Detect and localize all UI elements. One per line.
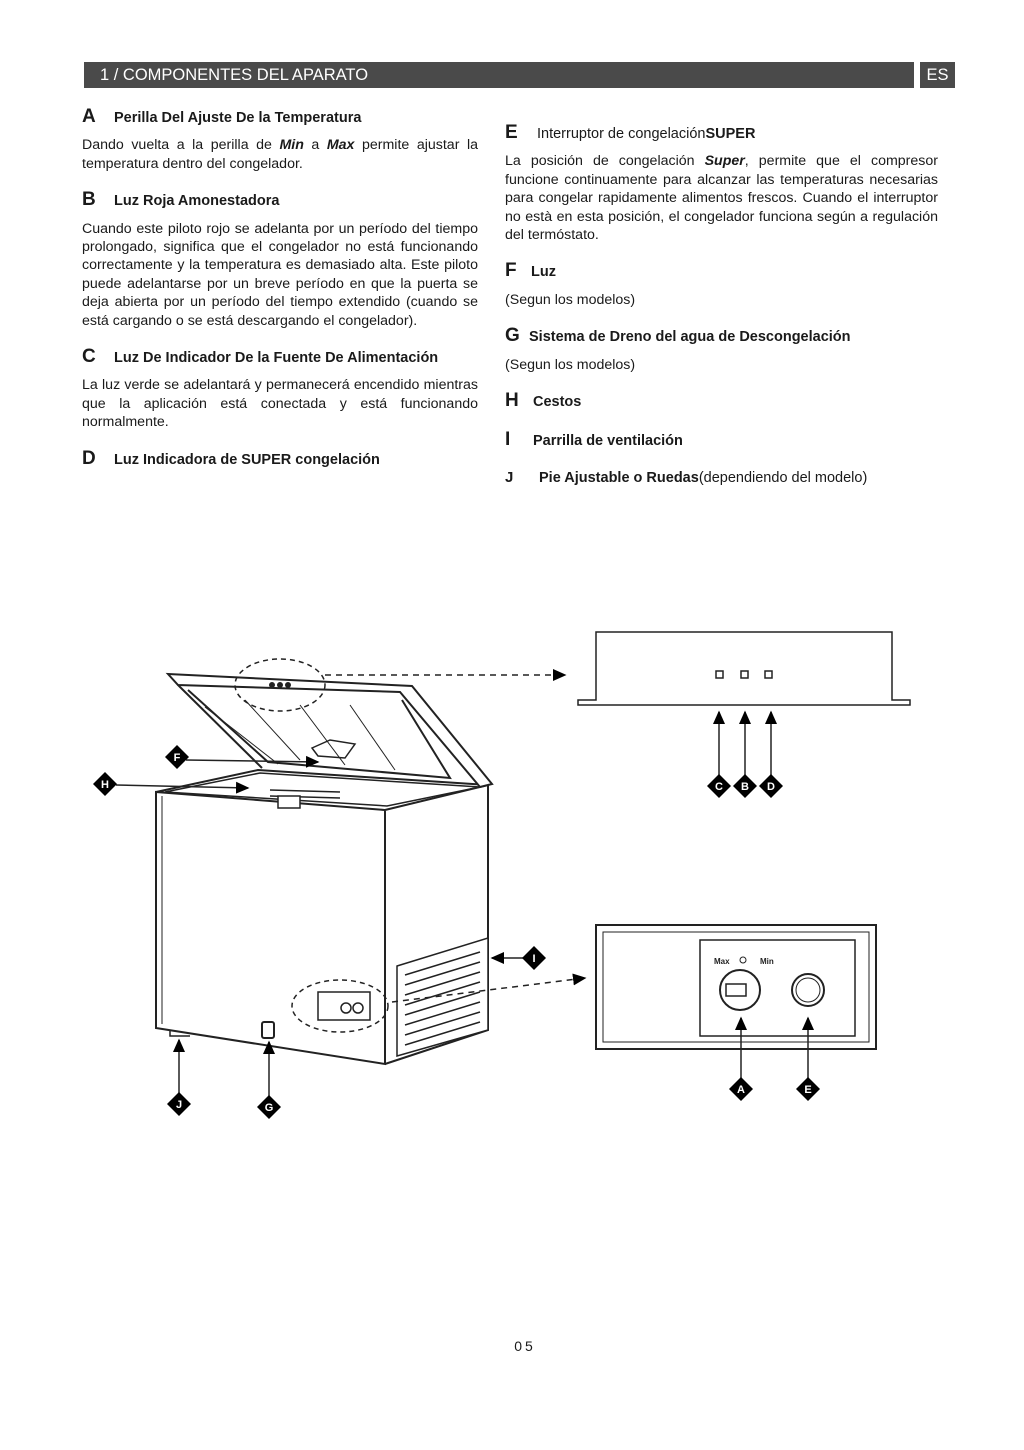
section-letter: C [82,346,96,368]
callout-d [759,774,783,798]
section-title: Luz De Indicador De la Fuente De Alimentación [114,350,439,367]
section-letter: H [505,390,519,412]
section-d [82,447,478,469]
section-body: (Segun los modelos) [505,291,636,308]
section-body: Cuando este piloto rojo se adelanta por un período del tiempo prolongado, significa que el congelador no está funcionando correctamente y la temperatura es demasiado alta. Este piloto puede adelantarse por un breve período en que la puerta se deja abierta por un período del tiempo extendido (cuando se está cargando o se está descargando el congelador). [82,220,478,329]
svg-text:J: J [175,1099,183,1111]
section-body: La luz verde se adelantará y permanecerá encendido mientras que la aplicación está conectada y está funcionando normalmente. [82,377,478,431]
svg-text:D: D [767,781,775,793]
section-b [82,191,478,330]
section-h [505,392,938,411]
section-c [82,348,478,432]
section-title: Luz [531,264,556,281]
right-column [505,124,938,487]
section-title-suffix: (dependiendo del modelo) [698,469,868,486]
section-header: 1 / COMPONENTES DEL APARATO [84,62,914,88]
svg-text:A: A [737,1084,745,1096]
control-panel-small [318,992,370,1020]
section-body: (Segun los modelos) [505,356,636,373]
section-letter: J [505,468,514,486]
section-j [505,469,938,487]
svg-text:B: B [741,781,749,793]
knob-max-label: Max [714,957,730,966]
section-letter: B [82,189,96,211]
callout-j [167,1092,191,1116]
callout-b [733,774,757,798]
callout-c [707,774,731,798]
section-title: Perilla Del Ajuste De la Temperatura [114,110,362,126]
knob-min-label: Min [760,957,774,966]
vent-grille [397,938,488,1056]
section-i [505,431,938,450]
section-letter: A [82,106,96,127]
svg-text:G: G [264,1102,274,1114]
svg-text:I: I [532,953,536,965]
section-title-bold: SUPER [705,126,756,142]
control-panel-detail [596,925,876,1049]
svg-text:H: H [101,779,109,791]
section-f [505,262,938,309]
section-title: Cestos [533,394,582,411]
language-badge: ES [920,62,955,88]
section-body: Dando vuelta a la perilla de Min a Max permite ajustar la temperatura dentro del congelador. [82,137,478,172]
section-title: Luz Roja Amonestadora [114,193,280,210]
callout-a [729,1077,753,1101]
svg-text:E: E [804,1084,812,1096]
svg-text:C: C [715,781,723,793]
section-g [505,327,938,374]
section-letter: I [505,429,511,451]
section-letter: F [505,260,517,282]
freezer-lid [168,674,492,787]
section-a [82,108,478,173]
freezer-diagram [0,580,1024,1140]
page-number: 05 [514,1338,536,1354]
arrow-f [186,760,318,762]
section-title: Sistema de Dreno del agua de Descongelación [529,329,851,346]
section-letter: E [505,122,518,143]
section-body: La posición de congelación Super, permite que el compresor funcione continuamente para alcanzar las temperaturas necesarias para congelar rapidamente alimentos frescos. Cuando el interruptor no està en esta posición, el congelador funciona según a regulación del termóstato. [505,153,939,244]
section-letter: G [505,325,520,347]
callout-i [522,946,546,970]
section-title: Parrilla de ventilación [533,433,683,450]
section-title: Pie Ajustable o Ruedas [539,469,699,486]
section-title: Interruptor de congelación [537,126,706,142]
section-title: Luz Indicadora de SUPER congelación [114,451,380,468]
section-letter: D [82,447,96,469]
callout-g [257,1095,281,1119]
svg-text:F: F [173,752,181,764]
indicator-panel-detail [578,632,910,705]
callout-f [165,745,189,769]
callout-h [93,772,117,796]
section-e [505,124,938,244]
callout-e [796,1077,820,1101]
left-column [82,108,478,469]
